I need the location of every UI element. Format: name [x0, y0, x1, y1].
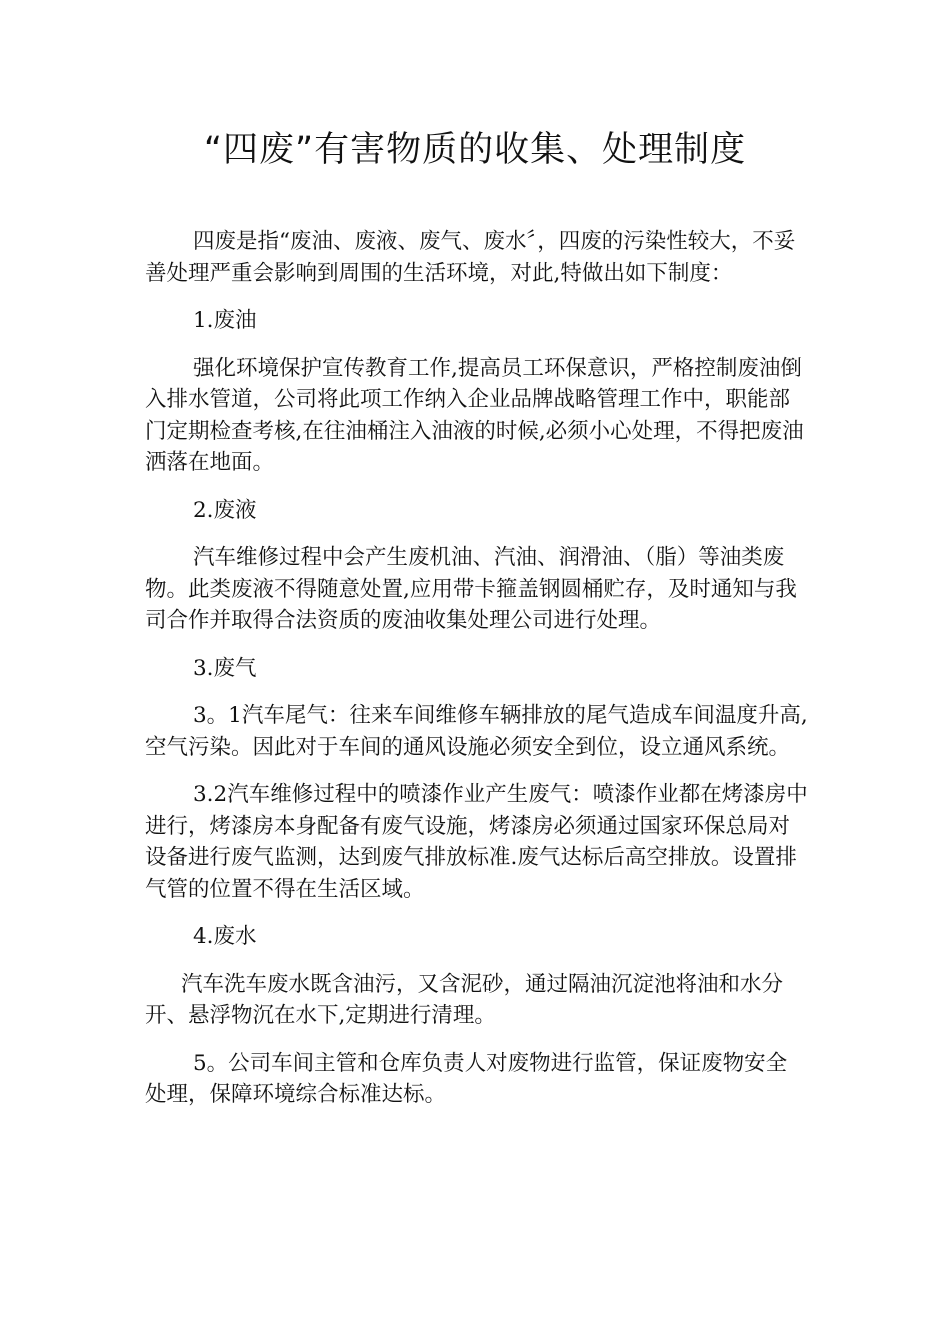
supervision-paragraph: 5。公司车间主管和仓库负责人对废物进行监管，保证废物安全处理，保障环境综合标准达标。 — [145, 1050, 788, 1107]
waste-water-paragraph: 汽车洗车废水既含油污，又含泥砂，通过隔油沉淀池将油和水分开、悬浮物沉在水下,定期进行清理。 — [145, 971, 784, 1028]
section-heading-waste-oil: 1.废油 — [193, 308, 257, 333]
paint-gas-paragraph: 3.2汽车维修过程中的喷漆作业产生废气：喷漆作业都在烤漆房中进行，烤漆房本身配备有废气设施，烤漆房必须通过国家环保总局对设备进行废气监测，达到废气排放标准.废气达标后高空排放。设置排气管的位置不得在生活区域。 — [145, 782, 808, 902]
intro-paragraph: 四废是指“废油、废液、废气、废水〞，四废的污染性较大，不妥善处理严重会影响到周围的生活环境，对此,特做出如下制度： — [145, 229, 796, 286]
section-heading-waste-liquid: 2.废液 — [193, 497, 257, 523]
waste-oil-paragraph: 强化环境保护宣传教育工作,提高员工环保意识，严格控制废油倒入排水管道，公司将此项工作纳入企业品牌战略管理工作中，职能部门定期检查考核,在往油桶注入油液的时候,必须小心处理，不得把废油洒落在地面。 — [145, 355, 804, 475]
exhaust-gas-paragraph: 3。1汽车尾气：往来车间维修车辆排放的尾气造成车间温度升高,空气污染。因此对于车间的通风设施必须安全到位，设立通风系统。 — [145, 703, 808, 760]
document-title: “四废”有害物质的收集、处理制度 — [203, 130, 747, 170]
section-heading-waste-gas: 3.废气 — [193, 655, 257, 681]
document-body — [145, 226, 808, 1127]
section-heading-waste-water: 4.废水 — [193, 924, 257, 949]
waste-liquid-paragraph: 汽车维修过程中会产生废机油、汽油、润滑油、（脂）等油类废物。此类废液不得随意处置,应用带卡箍盖钢圆桶贮存，及时通知与我司合作并取得合法资质的废油收集处理公司进行处理。 — [145, 545, 797, 633]
